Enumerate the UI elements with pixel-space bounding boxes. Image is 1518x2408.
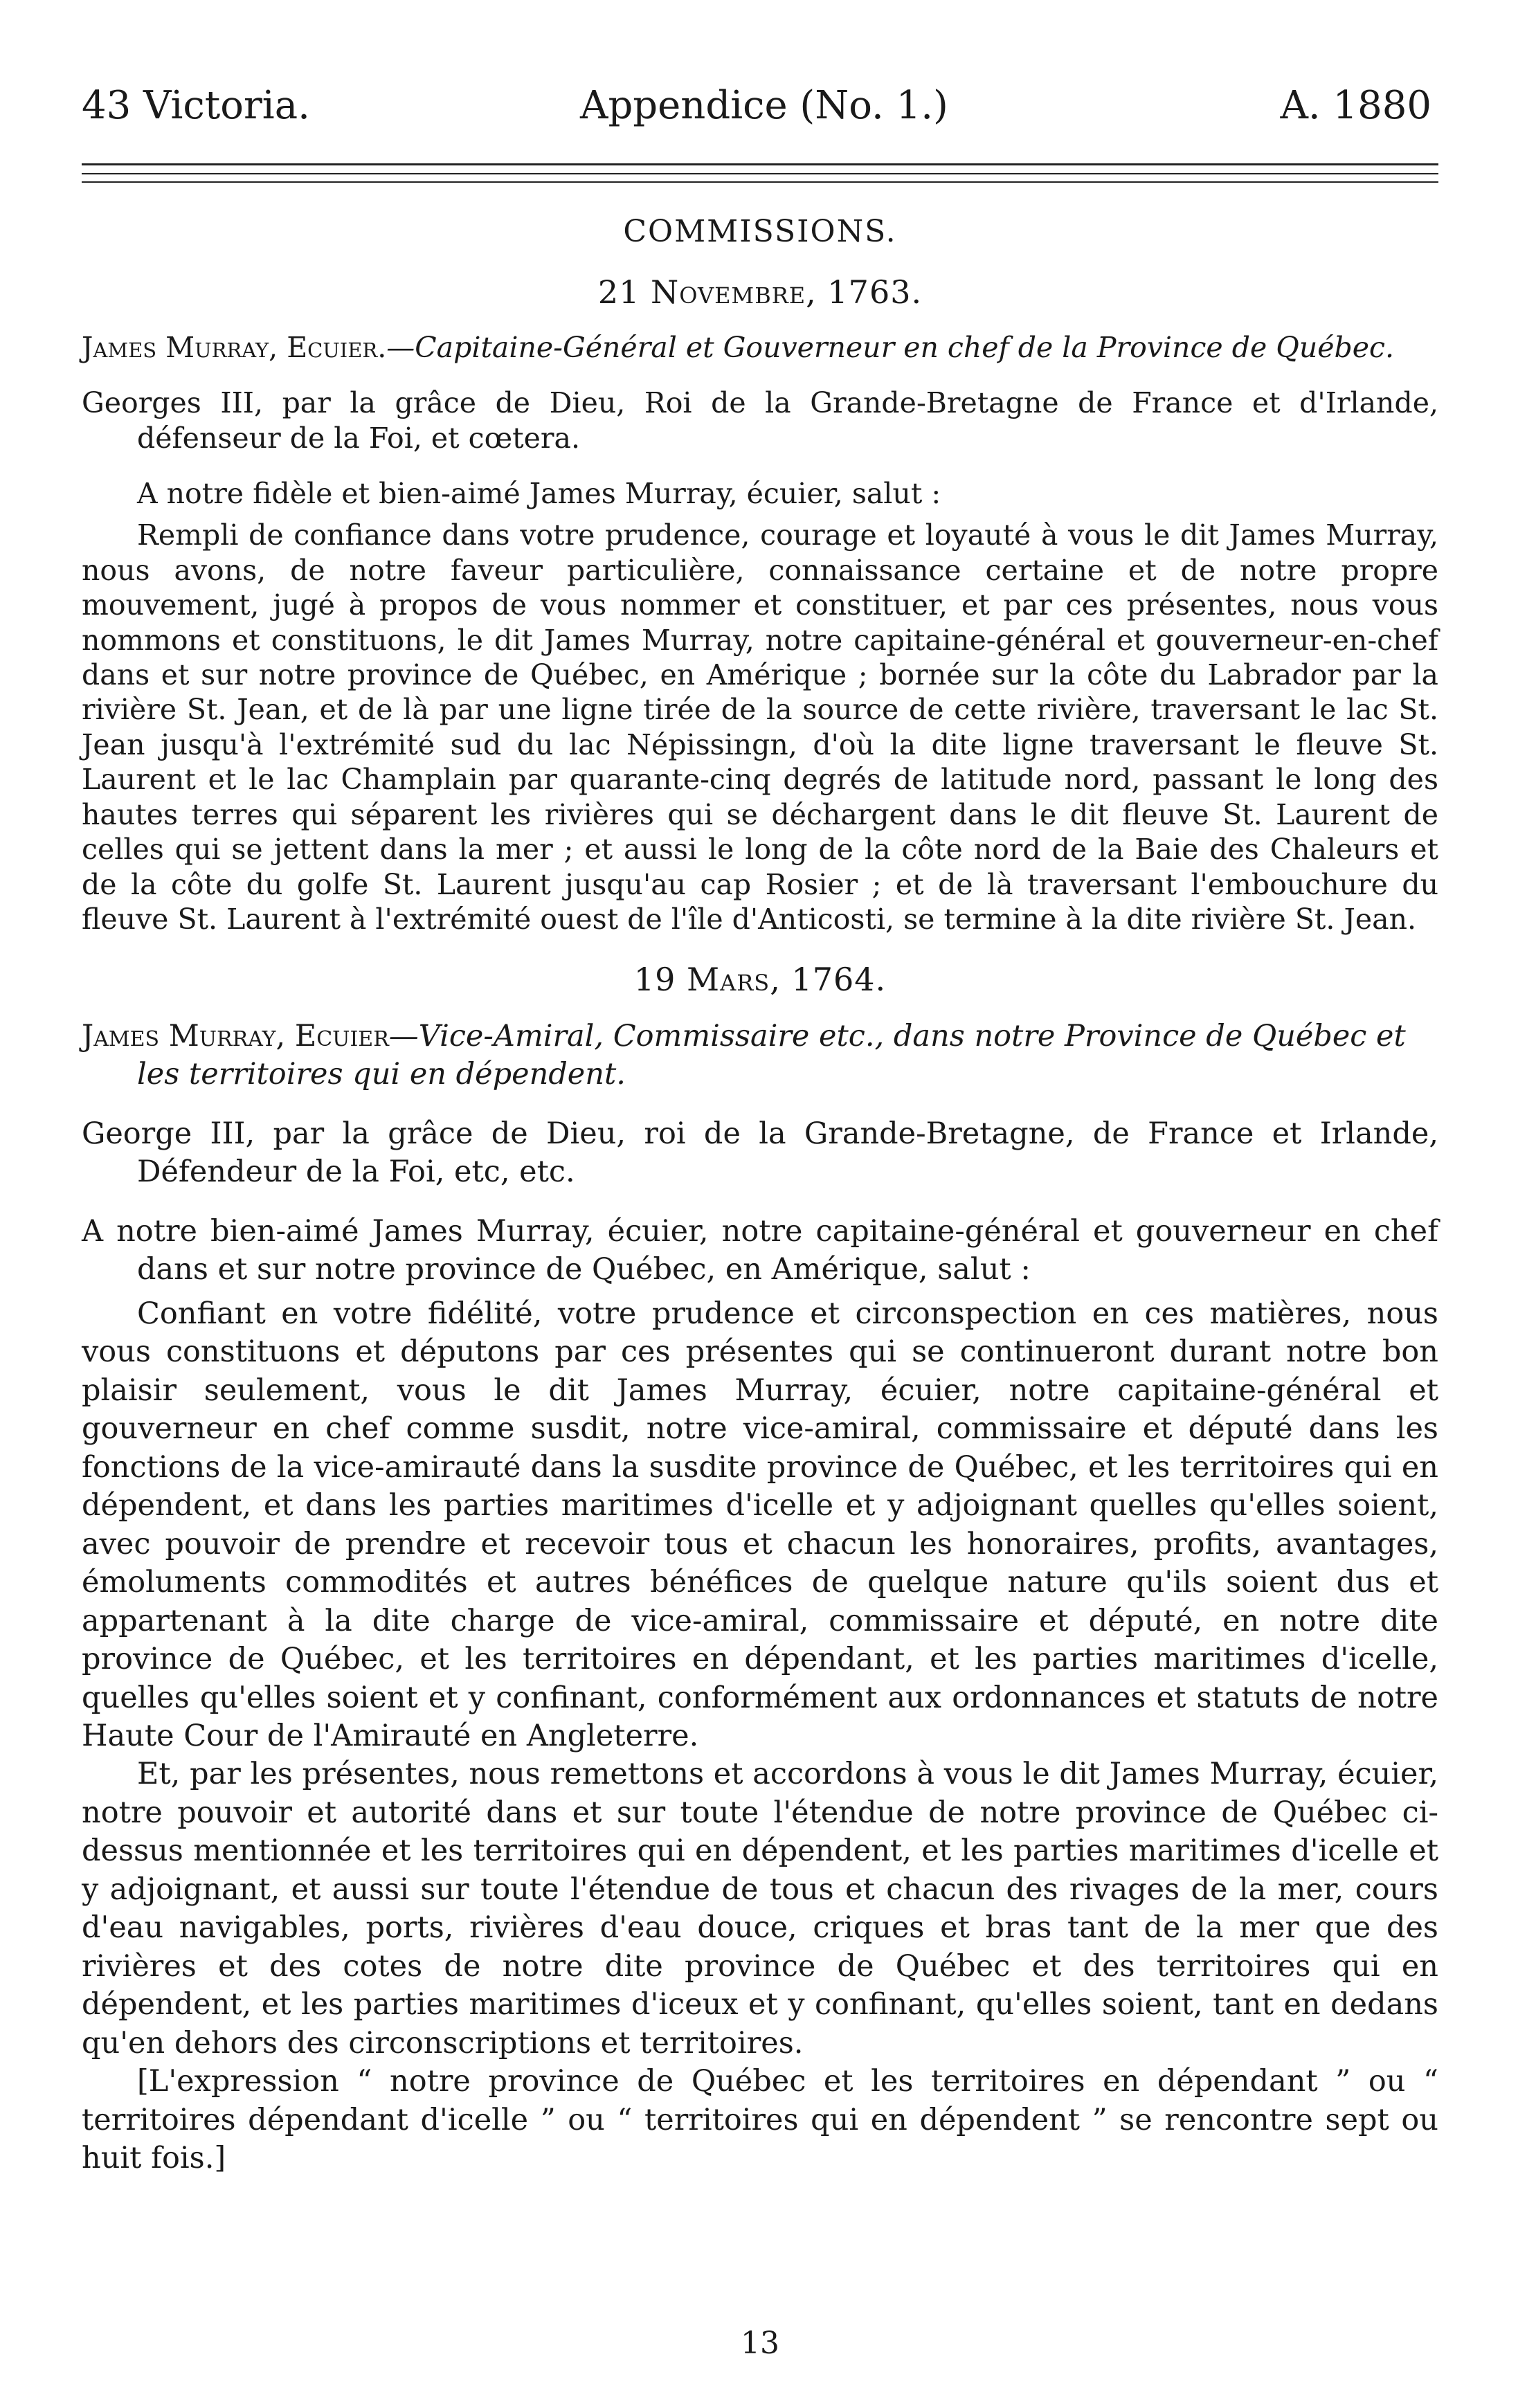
commission-2-title <box>82 1017 1438 1094</box>
commission-2-note: [L'expression “ notre province de Québec et les territoires en dépendant ” ou “ territoires dépendant d'icelle ” ou “ territoires qui en dépendent ” se rencontre sept ou huit fois.] <box>82 2064 1438 2176</box>
commission-1-grantor: Georges III, par la grâce de Dieu, Roi de la Grande-Bretagne de France et d'Irlande, défenseur de la Foi, et cœtera. <box>82 386 1438 455</box>
commission-2 <box>82 1017 1438 2178</box>
commission-2-date: 19 Mars, 1764. <box>633 961 887 999</box>
commission-2-body-2: Et, par les présentes, nous remettons et accordons à vous le dit James Murray, écuier, notre pouvoir et autorité dans et sur toute l'étendue de notre province de Québec ci-dessus mentionnée et les territoires qui en dépendent, et les parties maritimes d'icelle et y adjoignant, et aussi sur toute l'étendue de tous et chacun des rivages de la mer, cours d'eau navigables, ports, rivières d'eau douce, criques et bras tant de la mer que des rivières et des cotes de notre dite province de Québec et des territoires qui en dépendent, et les parties maritimes d'iceux et y confinant, qu'elles soient, tant en dedans qu'en dehors des circonscriptions et territoires. <box>82 1757 1438 2061</box>
header-year: A. 1880 <box>1280 83 1431 128</box>
commission-1-date: 21 Novembre, 1763. <box>597 273 923 311</box>
commission-1-body: Rempli de confiance dans votre prudence, courage et loyauté à vous le dit James Murray, nous avons, de notre faveur particulière, connaissance certaine et de notre propre mouvement, jugé à propos de vous nommer et constituer, et par ces présentes, nous vous nommons et constituons, le dit James Murray, notre capitaine-général et gouverneur-en-chef dans et sur notre province de Québec, en Amérique ; bornée sur la côte du Labrador par la rivière St. Jean, et de là par une ligne tirée de la source de cette rivière, traversant le lac St. Jean jusqu'à l'extrémité sud du lac Népissingn, d'où la dite ligne traversant le fleuve St. Laurent et le lac Champlain par quarante-cinq degrés de latitude nord, passant le long des hautes terres qui séparent les rivières qui se déchargent dans le dit fleuve St. Laurent de celles qui se jettent dans la mer ; et aussi le long de la côte nord de la Baie des Chaleurs et de la côte du golfe St. Laurent jusqu'au cap Rosier ; et de là traversant l'embouchure du fleuve St. Laurent à l'extrémité ouest de l'île d'Anticosti, se termine à la dite rivière St. Jean. <box>82 518 1438 936</box>
page-body <box>82 194 1438 2178</box>
header-session: 43 Victoria. <box>82 83 310 128</box>
page-number: 13 <box>741 2326 779 2361</box>
commission-1-name: James Murray, Ecuier. <box>82 330 387 364</box>
running-header <box>82 83 1438 138</box>
header-rule-bottom <box>82 181 1438 183</box>
commission-1-salutation: A notre fidèle et bien-aimé James Murray, écuier, salut : <box>137 476 941 510</box>
commission-2-name: James Murray, Ecuier <box>82 1019 389 1054</box>
commission-1-title <box>82 330 1438 365</box>
commission-2-office: —Vice-Amiral, Commissaire etc., dans notre Province de Québec et les territoires qui en dépendent. <box>137 1019 1406 1092</box>
commission-2-salutation: A notre bien-aimé James Murray, écuier, notre capitaine-général et gouverneur en chef dans et sur notre province de Québec, en Amérique, salut : <box>82 1213 1438 1287</box>
header-appendix: Appendice (No. 1.) <box>580 83 948 128</box>
commission-1-office: —Capitaine-Général et Gouverneur en chef de la Province de Québec. <box>386 330 1395 364</box>
commission-2-grantor: George III, par la grâce de Dieu, roi de la Grande-Bretagne, de France et Irlande, Défendeur de la Foi, etc, etc. <box>82 1116 1438 1190</box>
header-rule-middle <box>82 173 1438 174</box>
commission-2-body-1: Confiant en votre fidélité, votre prudence et circonspection en ces matières, nous vous constituons et députons par ces présentes qui se continueront durant notre bon plaisir seulement, vous le dit James Murray, écuier, notre capitaine-général et gouverneur en chef comme susdit, notre vice-amiral, commissaire et député dans les fonctions de la vice-amirauté dans la susdite province de Québec, et les territoires qui en dépendent, et dans les parties maritimes d'icelle et y adjoignant quelles qu'elles soient, avec pouvoir de prendre et recevoir tous et chacun les honoraires, profits, avantages, émoluments commodités et autres bénéfices de quelque nature qu'ils soient dus et appartenant à la dite charge de vice-amiral, commissaire et député, en notre dite province de Québec, et les territoires en dépendant, et les parties maritimes d'icelle, quelles qu'elles soient et y confinant, conformément aux ordonnances et statuts de notre Haute Cour de l'Amirauté en Angleterre. <box>82 1296 1438 1753</box>
section-title: COMMISSIONS. <box>623 214 897 249</box>
header-rule-top <box>82 163 1438 165</box>
